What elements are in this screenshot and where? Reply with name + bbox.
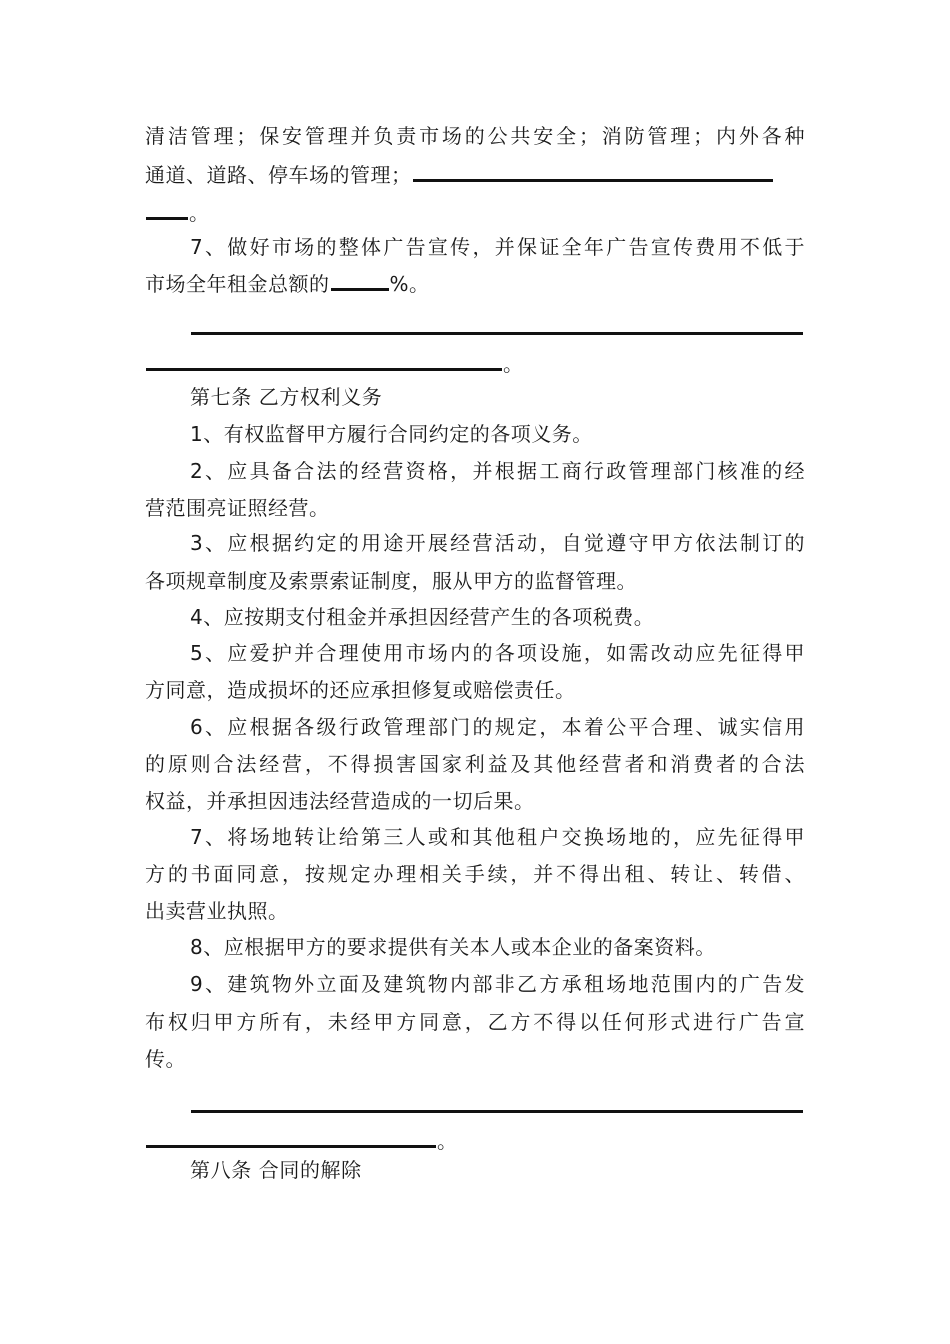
fill-in-blank[interactable] bbox=[146, 1139, 436, 1148]
line-text: %。 bbox=[389, 272, 430, 296]
paragraph-line: 4、应按期支付租金并承担因经营产生的各项税费。 bbox=[190, 605, 655, 629]
paragraph-line: 8、应根据甲方的要求提供有关本人或本企业的备案资料。 bbox=[190, 935, 716, 959]
paragraph-line: 7、做好市场的整体广告宣传，并保证全年广告宣传费用不低于 bbox=[190, 235, 805, 259]
line-text: 通道、道路、停车场的管理； bbox=[145, 163, 412, 187]
paragraph-line: 方的书面同意，按规定办理相关手续，并不得出租、转让、转借、 bbox=[145, 862, 805, 886]
section-heading: 第八条 合同的解除 bbox=[190, 1158, 362, 1182]
paragraph-line: 6、应根据各级行政管理部门的规定，本着公平合理、诚实信用 bbox=[190, 715, 805, 739]
paragraph-line: 7、将场地转让给第三人或和其他租户交换场地的，应先征得甲 bbox=[190, 825, 805, 849]
line-text: 市场全年租金总额的 bbox=[145, 272, 330, 296]
paragraph-line: 的原则合法经营，不得损害国家利益及其他经营者和消费者的合法 bbox=[145, 752, 805, 776]
paragraph-line: 9、建筑物外立面及建筑物内部非乙方承租场地范围内的广告发 bbox=[190, 972, 805, 996]
fill-in-blank[interactable] bbox=[146, 211, 188, 220]
paragraph-line: 5、应爱护并合理使用市场内的各项设施，如需改动应先征得甲 bbox=[190, 641, 805, 665]
paragraph-line: 布权归甲方所有，未经甲方同意，乙方不得以任何形式进行广告宣 bbox=[145, 1010, 805, 1034]
fill-in-blank[interactable] bbox=[413, 173, 773, 182]
paragraph-line: 传。 bbox=[145, 1047, 186, 1071]
line-text: 。 bbox=[437, 1129, 458, 1153]
paragraph-line bbox=[145, 157, 774, 193]
paragraph-line bbox=[145, 266, 430, 302]
fill-in-blank[interactable] bbox=[146, 362, 502, 371]
paragraph-line: 出卖营业执照。 bbox=[145, 899, 289, 923]
paragraph-line bbox=[145, 195, 210, 231]
paragraph-line bbox=[190, 310, 804, 346]
line-text: 。 bbox=[189, 201, 210, 225]
fill-in-blank[interactable] bbox=[331, 282, 389, 291]
line-text: 。 bbox=[503, 352, 524, 376]
paragraph-line: 3、应根据约定的用途开展经营活动，自觉遵守甲方依法制订的 bbox=[190, 531, 805, 555]
paragraph-line: 营范围亮证照经营。 bbox=[145, 496, 330, 520]
fill-in-blank[interactable] bbox=[191, 326, 803, 335]
section-heading: 第七条 乙方权利义务 bbox=[190, 385, 383, 409]
paragraph-line: 权益，并承担因违法经营造成的一切后果。 bbox=[145, 789, 535, 813]
paragraph-line: 1、有权监督甲方履行合同约定的各项义务。 bbox=[190, 422, 593, 446]
paragraph-line: 清洁管理；保安管理并负责市场的公共安全；消防管理；内外各种 bbox=[145, 124, 805, 148]
paragraph-line: 方同意，造成损坏的还应承担修复或赔偿责任。 bbox=[145, 678, 576, 702]
fill-in-blank[interactable] bbox=[191, 1104, 803, 1113]
paragraph-line bbox=[145, 346, 524, 382]
paragraph-line bbox=[190, 1088, 804, 1124]
paragraph-line: 2、应具备合法的经营资格，并根据工商行政管理部门核准的经 bbox=[190, 459, 805, 483]
paragraph-line: 各项规章制度及索票索证制度，服从甲方的监督管理。 bbox=[145, 569, 637, 593]
